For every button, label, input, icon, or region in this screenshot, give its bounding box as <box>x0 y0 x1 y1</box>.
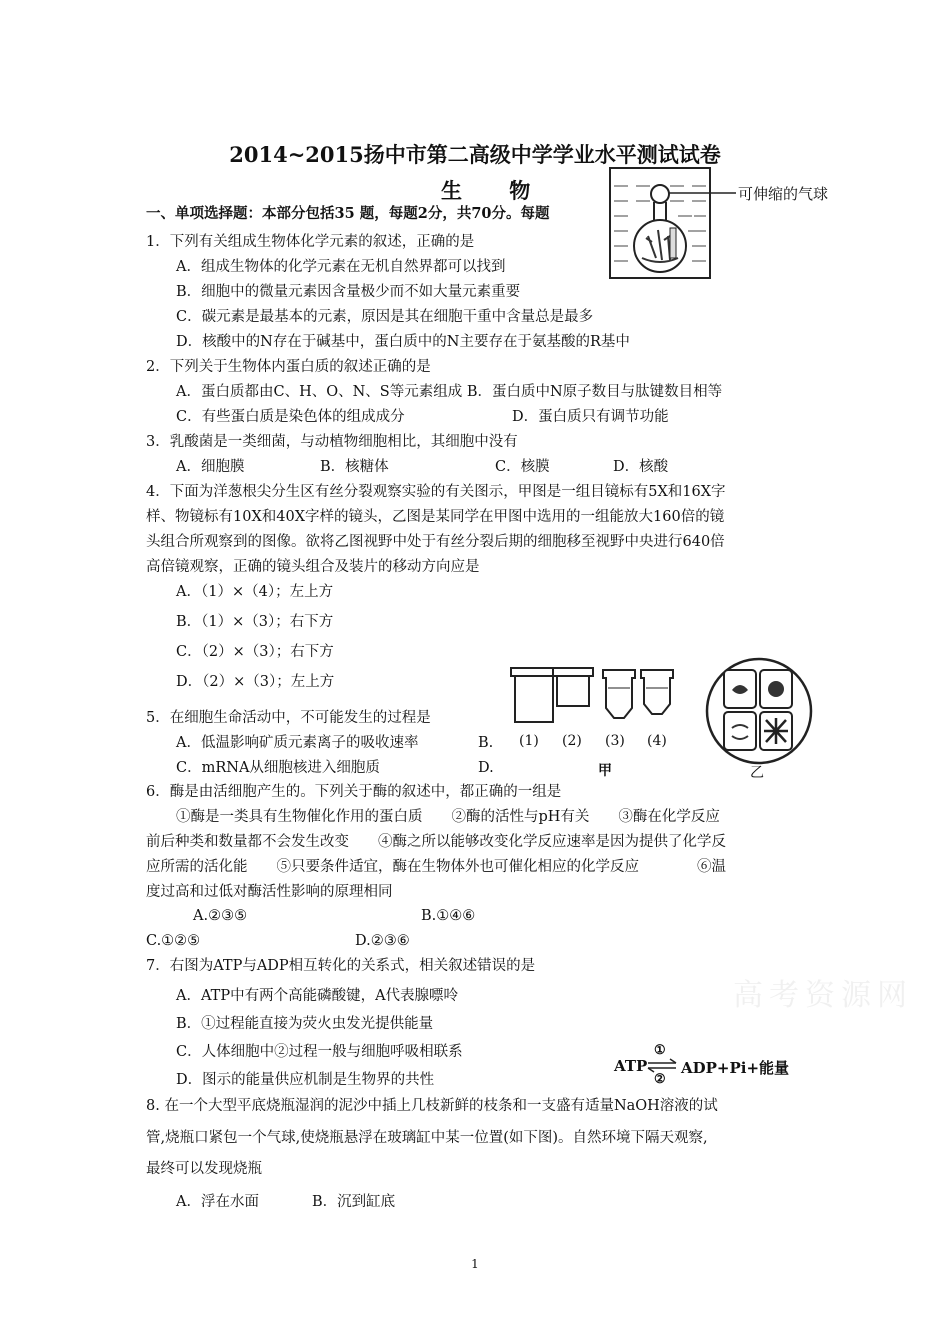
q4-option-a: A．（1）×（4）；左上方 <box>176 584 334 600</box>
q2-options-ab: A．蛋白质都由C、H、O、N、S等元素组成 B．蛋白质中N原子数目与肽键数目相等 <box>176 384 723 400</box>
q8-line1: 8. 在一个大型平底烧瓶湿润的泥沙中插上几枝新鲜的枝条和一支盛有适量NaOH溶液的试 <box>146 1098 718 1114</box>
q5-option-b: B. <box>478 735 494 751</box>
q7-option-a: A．ATP中有两个高能磷酸键，A代表腺嘌呤 <box>176 988 459 1004</box>
q4-line3: 头组合所观察到的图像。欲将乙图视野中处于有丝分裂后期的细胞移至视野中央进行640倍 <box>146 534 725 550</box>
q6-line1: ①酶是一类具有生物催化作用的蛋白质 ②酶的活性与pH有关 ③酶在化学反应 <box>176 809 720 825</box>
q6-line3: 应所需的活化能 ⑤只要条件适宜，酶在生物体外也可催化相应的化学反应 ⑥温 <box>146 859 726 875</box>
q7-option-c: C．人体细胞中②过程一般与细胞呼吸相联系 <box>176 1044 463 1060</box>
q1-option-c: C．碳元素是最基本的元素，原因是其在细胞干重中含量总是最多 <box>176 309 594 325</box>
q2-option-c: C．有些蛋白质是染色体的组成成分 <box>176 409 405 425</box>
q6-line2: 前后种类和数量都不会发生改变 ④酶之所以能够改变化学反应速率是因为提供了化学反 <box>146 834 726 850</box>
subject-title: 生 物 <box>441 178 551 203</box>
q4-line1: 4．下面为洋葱根尖分生区有丝分裂观察实验的有关图示，甲图是一组目镜标有5X和16X字 <box>146 484 726 500</box>
lens-1 <box>515 672 553 722</box>
q7-option-b: B．①过程能直接为荧火虫发光提供能量 <box>176 1016 434 1032</box>
q4-option-b: B．（1）×（3）；右下方 <box>176 614 334 630</box>
q1-stem: 1．下列有关组成生物体化学元素的叙述，正确的是 <box>146 234 475 250</box>
lens-label-2: (2) <box>562 733 582 749</box>
figure-yi-label: 乙 <box>750 765 764 781</box>
q6-option-d: D.②③⑥ <box>355 933 410 949</box>
q4-option-c: C．（2）×（3）；右下方 <box>176 644 334 660</box>
test-tube <box>670 228 676 258</box>
q3-option-d: D．核酸 <box>613 459 669 475</box>
lens-2 <box>557 672 589 706</box>
q5-option-a: A．低温影响矿质元素离子的吸收速率 <box>176 735 419 751</box>
page-number: 1 <box>471 1257 479 1271</box>
field-of-view-figure-yi <box>704 656 814 766</box>
q6-option-a: A.②③⑤ <box>193 908 248 924</box>
step-1-label: ① <box>654 1043 666 1058</box>
exam-title: 2014~2015扬中市第二高级中学学业水平测试试卷 <box>229 142 721 167</box>
lens-label-4: (4) <box>647 733 667 749</box>
balloon-label: 可伸缩的气球 <box>738 185 829 203</box>
q4-line2: 样、物镜标有10X和40X字样的镜头，乙图是某同学在甲图中选用的一组能放大160倍的镜 <box>146 509 725 525</box>
lens-3 <box>603 670 635 718</box>
q5-option-d: D. <box>478 760 494 776</box>
q5-stem: 5．在细胞生命活动中，不可能发生的过程是 <box>146 710 431 726</box>
q4-option-d: D．（2）×（3）；左上方 <box>176 674 335 690</box>
q3-option-a: A．细胞膜 <box>176 459 245 475</box>
q8-line2: 管,烧瓶口紧包一个气球,使烧瓶悬浮在玻璃缸中某一位置(如下图)。自然环境下隔天观察, <box>146 1130 708 1146</box>
q7-stem: 7．右图为ATP与ADP相互转化的关系式，相关叙述错误的是 <box>146 958 536 974</box>
q6-line4: 度过高和过低对酶活性影响的原理相同 <box>146 884 393 900</box>
q1-option-b: B．细胞中的微量元素因含量极少而不如大量元素重要 <box>176 284 521 300</box>
cell-3 <box>724 712 756 750</box>
q8-option-a: A．浮在水面 <box>176 1194 259 1210</box>
q6-option-c: C.①②⑤ <box>146 933 201 949</box>
q1-option-d: D．核酸中的N存在于碱基中，蛋白质中的N主要存在于氨基酸的R基中 <box>176 334 630 350</box>
q1-option-a: A．组成生物体的化学元素在无机自然界都可以找到 <box>176 259 506 275</box>
atp-label: ATP <box>614 1057 648 1075</box>
figure-jia-label: 甲 <box>598 763 612 779</box>
balloon <box>651 185 669 203</box>
atp-products-label: ADP+Pi+能量 <box>681 1059 790 1077</box>
step-2-label: ② <box>654 1072 666 1087</box>
q3-option-c: C．核膜 <box>495 459 550 475</box>
q8-line3: 最终可以发现烧瓶 <box>146 1161 262 1177</box>
q3-stem: 3．乳酸菌是一类细菌，与动植物细胞相比，其细胞中没有 <box>146 434 518 450</box>
q2-option-d: D．蛋白质只有调节功能 <box>512 409 669 425</box>
q6-option-b: B.①④⑥ <box>421 908 476 924</box>
q4-line4: 高倍镜观察，正确的镜头组合及装片的移动方向应是 <box>146 559 480 575</box>
section-heading: 一、单项选择题：本部分包括35 题，每题2分，共70分。每题 <box>146 205 550 222</box>
q5-option-c: C．mRNA从细胞核进入细胞质 <box>176 760 380 776</box>
q2-stem: 2．下列关于生物体内蛋白质的叙述正确的是 <box>146 359 431 375</box>
lens-4 <box>641 670 673 714</box>
q8-option-b: B．沉到缸底 <box>312 1194 396 1210</box>
q3-option-b: B．核糖体 <box>320 459 389 475</box>
lens-label-3: (3) <box>605 733 625 749</box>
q6-stem: 6．酶是由活细胞产生的。下列关于酶的叙述中，都正确的一组是 <box>146 784 562 800</box>
watermark: 高考资源网 <box>733 978 913 1013</box>
q7-option-d: D．图示的能量供应机制是生物界的共性 <box>176 1072 435 1088</box>
lens-label-1: (1) <box>519 733 539 749</box>
